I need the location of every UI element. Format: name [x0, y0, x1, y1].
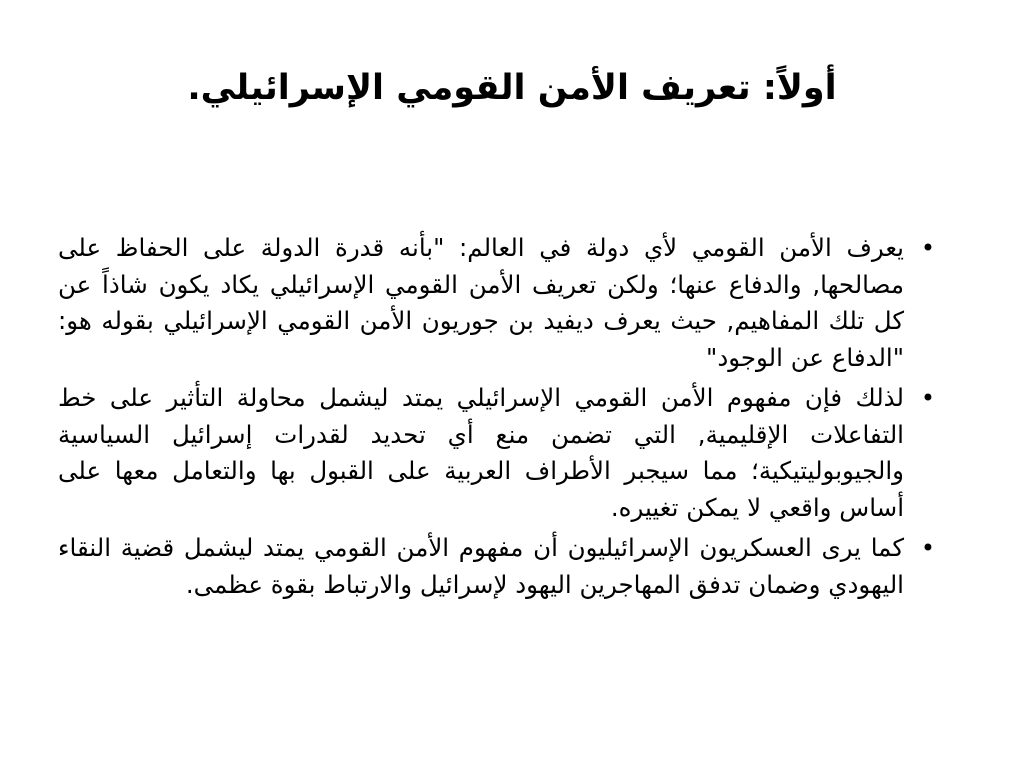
- bullet-item-1: [58, 230, 938, 376]
- bullet-text-2: لذلك فإن مفهوم الأمن القومي الإسرائيلي يمتد ليشمل محاولة التأثير على خط التفاعلات الإقليمية, التي تضمن منع أي تحديد لقدرات إسرائيل السياسية والجيوبوليتيكية؛ مما سيجبر الأطراف العربية على القبول بها والتعامل معها على أساس واقعي لا يمكن تغييره.: [58, 383, 904, 522]
- slide-title: أولاً: تعريف الأمن القومي الإسرائيلي.: [187, 68, 837, 108]
- bullet-text-3: كما يرى العسكريون الإسرائيليون أن مفهوم الأمن القومي يمتد ليشمل قضية النقاء اليهودي وضمان تدفق المهاجرين اليهود لإسرائيل والارتباط بقوة عظمى.: [58, 533, 904, 599]
- bullet-icon: •: [920, 384, 936, 412]
- bullet-icon: •: [920, 234, 936, 262]
- bullet-item-2: [58, 380, 938, 526]
- bullet-icon: •: [920, 534, 936, 562]
- bullet-list: [58, 230, 938, 607]
- bullet-text-1: يعرف الأمن القومي لأي دولة في العالم: "بأنه قدرة الدولة على الحفاظ على مصالحها, والدفاع عنها؛ ولكن تعريف الأمن القومي الإسرائيلي يكاد يكون شاذاً عن كل تلك المفاهيم, حيث يعرف ديفيد بن جوريون الأمن القومي الإسرائيلي بقوله هو: "الدفاع عن الوجود": [58, 233, 904, 372]
- bullet-item-3: [58, 530, 938, 603]
